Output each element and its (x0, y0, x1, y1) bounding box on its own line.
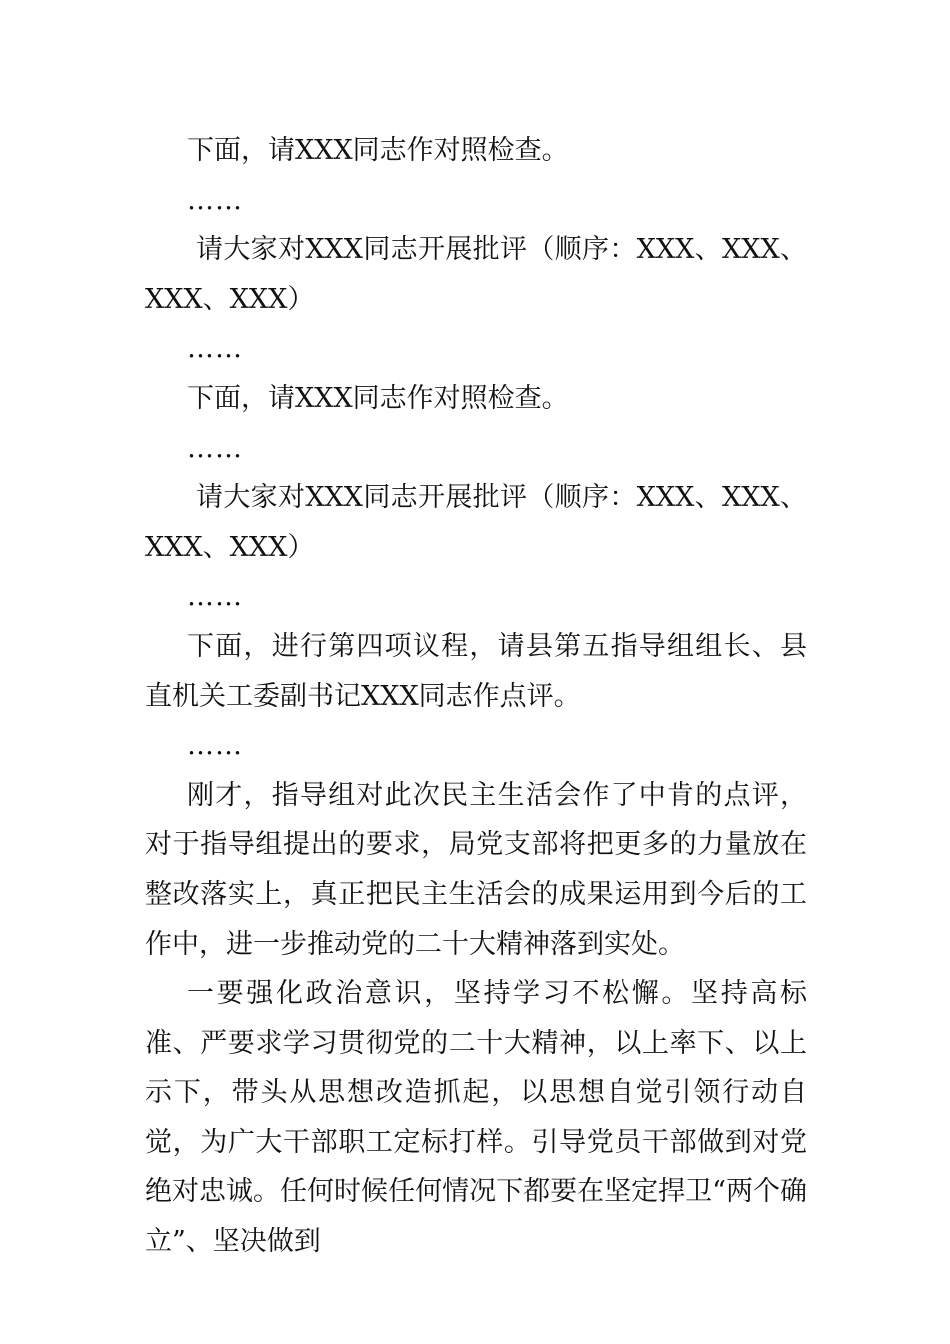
paragraph-critique-1: 请大家对XXX同志开展批评（顺序：XXX、XXX、XXX、XXX） (145, 234, 807, 315)
document-body (145, 126, 807, 1267)
paragraph-self-review-1: 下面，请XXX同志作对照检查。 (187, 135, 569, 166)
paragraph-point-one: 一要强化政治意识，坚持学习不松懈。坚持高标准、严要求学习贯彻党的二十大精神，以上率下、以上示下，带头从思想改造抓起，以思想自觉引领行动自觉，为广大干部职工定标打样。引导党员干部做到对党绝对忠诚。任何时候任何情况下都要在坚定捍卫“两个确立”、坚决做到 (145, 978, 807, 1258)
paragraph-summary: 刚才，指导组对此次民主生活会作了中肯的点评，对于指导组提出的要求，局党支部将把更多的力量放在整改落实上，真正把民主生活会的成果运用到今后的工作中，进一步推动党的二十大精神落到实处。 (145, 779, 807, 960)
ellipsis-2: …… (187, 333, 243, 365)
ellipsis-4: …… (187, 581, 243, 613)
paragraph-self-review-2: 下面，请XXX同志作对照检查。 (187, 382, 569, 414)
paragraph-agenda-item-4: 下面，进行第四项议程，请县第五指导组组长、县直机关工委副书记XXX同志作点评。 (145, 630, 807, 712)
ellipsis-1: …… (187, 184, 243, 216)
ellipsis-5: …… (187, 730, 243, 762)
paragraph-critique-2: 请大家对XXX同志开展批评（顺序：XXX、XXX、XXX、XXX） (145, 482, 807, 563)
ellipsis-3: …… (187, 432, 243, 464)
